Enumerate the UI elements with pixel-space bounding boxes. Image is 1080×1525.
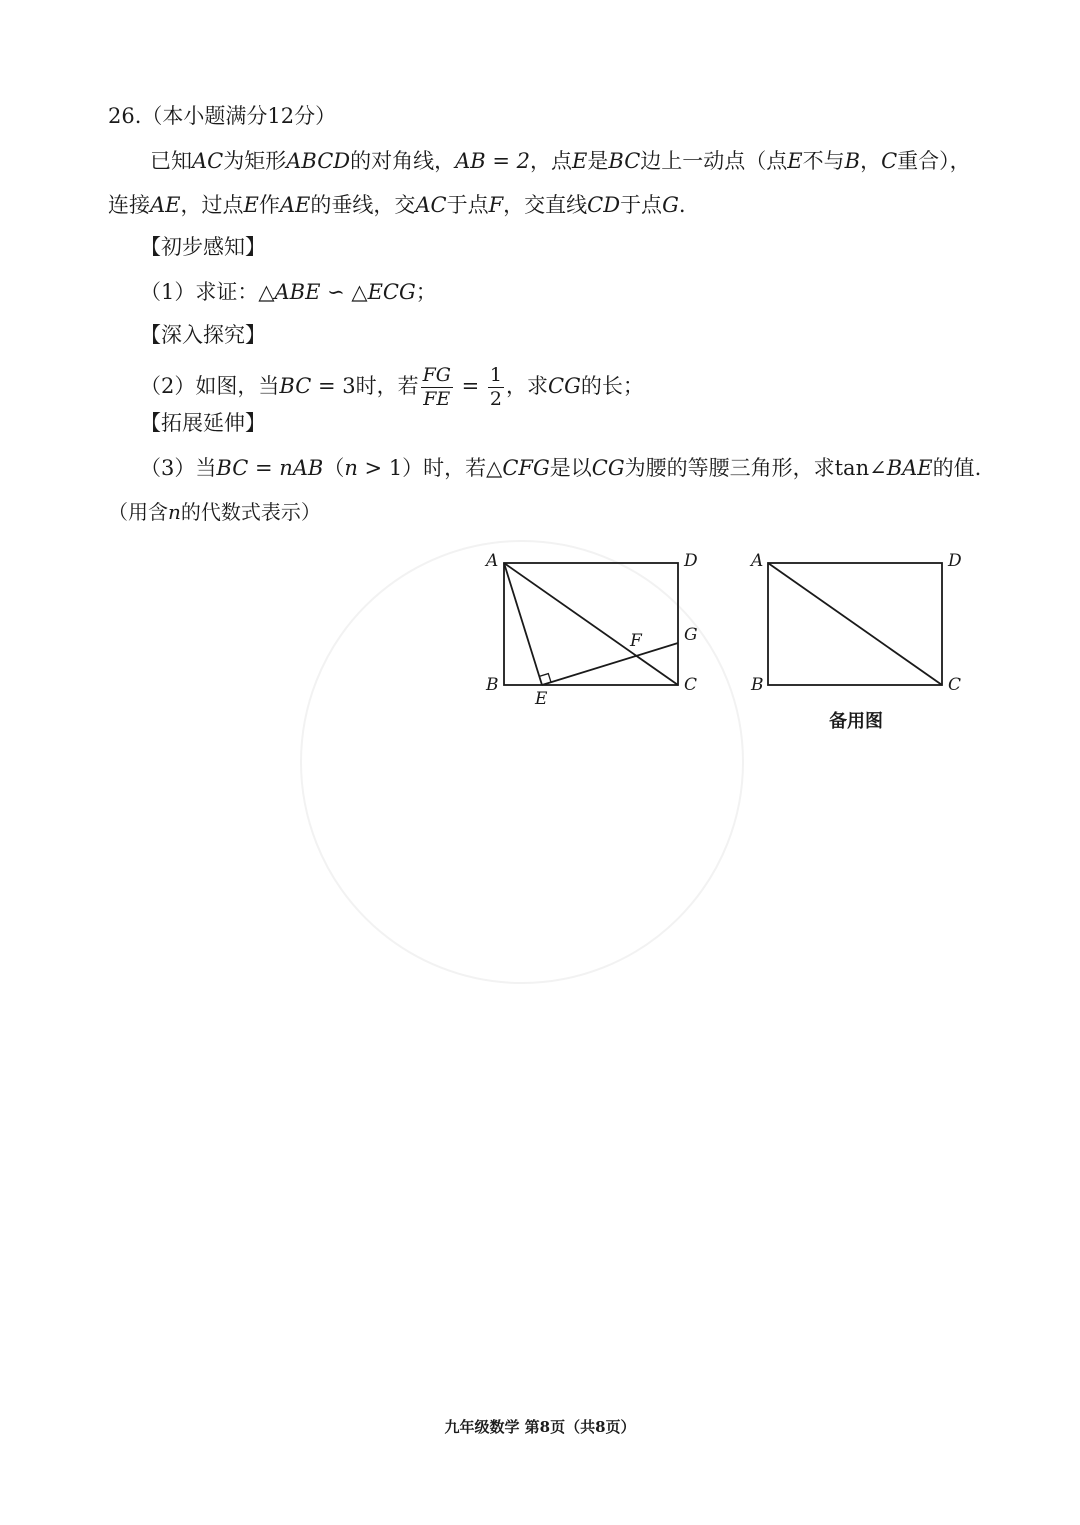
q3-text: 为腰的等腰三角形，求tan∠ (624, 456, 887, 480)
q3-text: 是以 (549, 456, 592, 480)
note-text: 的代数式表示） (180, 500, 321, 524)
segment-ae (504, 563, 542, 685)
question-3-note (108, 497, 321, 527)
math-abe: ABE (274, 280, 321, 304)
stem-text: ，过点 (180, 193, 244, 217)
math-g: G (662, 193, 679, 217)
q2-text: ，求 (506, 374, 548, 398)
fraction-half (488, 366, 504, 409)
stem-text: 于点 (620, 193, 663, 217)
section-title-2: 【深入探究】 (140, 323, 266, 347)
question-3 (140, 453, 981, 483)
note-text: （用含 (108, 500, 168, 524)
question-2 (140, 366, 644, 409)
math-bc: BC (608, 149, 641, 173)
spare-figure-caption: 备用图 (829, 711, 883, 732)
math-bc: BC (216, 456, 249, 480)
math-f: F (488, 193, 504, 217)
stem-text: 边上一动点（点 (640, 149, 788, 173)
q2-text: 的长； (580, 374, 644, 398)
math-ae: AE (150, 193, 181, 217)
section-title-1: 【初步感知】 (140, 235, 266, 259)
figure-main (504, 563, 678, 685)
stem-text: 为矩形 (223, 149, 287, 173)
q3-text: > 1）时，若△ (357, 456, 503, 480)
q1-text: （1）求证：△ (140, 280, 275, 304)
label-c: C (684, 675, 698, 695)
q2-text: = 3时，若 (311, 374, 419, 398)
stem-text: ， (860, 149, 882, 173)
label-g: G (684, 625, 698, 645)
stem-text: 作 (258, 193, 280, 217)
stem-text: 不与 (802, 149, 845, 173)
diagonal-ac (504, 563, 678, 685)
math-e: E (243, 193, 259, 217)
stem-text: 是 (587, 149, 609, 173)
math-cfg: CFG (502, 456, 550, 480)
q3-text: = (248, 456, 280, 480)
math-cg: CG (591, 456, 625, 480)
stem-text: ，交直线 (503, 193, 588, 217)
math-bc: BC (279, 374, 312, 398)
q2-text: （2）如图，当 (140, 374, 280, 398)
label-e: E (535, 689, 548, 709)
segment-eg (542, 643, 678, 685)
stem-text: 连接 (108, 193, 150, 217)
figure-spare (768, 563, 942, 685)
problem-score-note: （本小题满分12分） (141, 104, 337, 128)
math-abcd: ABCD (286, 149, 351, 173)
fraction-numerator: FG (422, 364, 451, 386)
math-cd: CD (587, 193, 621, 217)
math-b: B (844, 149, 861, 173)
problem-header (108, 101, 336, 131)
problem-stem-line-2 (108, 190, 686, 220)
stem-text: 重合）， (897, 149, 971, 173)
math-ac: AC (415, 193, 447, 217)
label-a-spare: A (751, 551, 764, 571)
math-ecg: ECG (367, 280, 416, 304)
label-c-spare: C (948, 675, 962, 695)
label-b: B (486, 675, 499, 695)
stem-text: 的对角线， (350, 149, 456, 173)
diagonal-ac-spare (768, 563, 942, 685)
fraction-fg-fe (421, 366, 453, 409)
math-ac: AC (192, 149, 224, 173)
label-a: A (486, 551, 499, 571)
math-e: E (572, 149, 588, 173)
label-d-spare: D (948, 551, 962, 571)
stem-text: 于点 (446, 193, 489, 217)
stem-text: ，点 (530, 149, 573, 173)
math-nab: nAB (279, 456, 324, 480)
stem-text: 已知 (150, 149, 192, 173)
section-title-3: 【拓展延伸】 (140, 411, 266, 435)
problem-number: 26. (108, 104, 142, 128)
problem-stem-line-1 (150, 146, 971, 176)
math-ae: AE (279, 193, 311, 217)
question-1 (140, 277, 437, 307)
label-d: D (684, 551, 698, 571)
fraction-numerator: 1 (489, 364, 502, 386)
q3-text: 的值. (932, 456, 982, 480)
stem-text: 的垂线，交 (310, 193, 416, 217)
stem-text: . (678, 193, 686, 217)
page-footer: 九年级数学 第8页（共8页） (444, 1418, 636, 1436)
math-n: n (168, 500, 181, 524)
geometry-figures (470, 540, 990, 750)
math-cg: CG (548, 374, 581, 398)
q3-text: （3）当 (140, 456, 217, 480)
fraction-denominator: 2 (489, 388, 502, 410)
q1-text: ∽ △ (320, 280, 368, 304)
label-b-spare: B (751, 675, 764, 695)
math-n: n (344, 456, 358, 480)
math-e: E (787, 149, 803, 173)
q1-text: ； (415, 280, 437, 304)
math-ab-eq: AB = 2 (455, 149, 531, 173)
math-bae: BAE (886, 456, 933, 480)
math-c: C (881, 149, 898, 173)
label-f: F (630, 631, 642, 651)
fraction-denominator: FE (423, 388, 451, 410)
q3-text: （ (323, 456, 345, 480)
q2-text: = (454, 374, 486, 398)
